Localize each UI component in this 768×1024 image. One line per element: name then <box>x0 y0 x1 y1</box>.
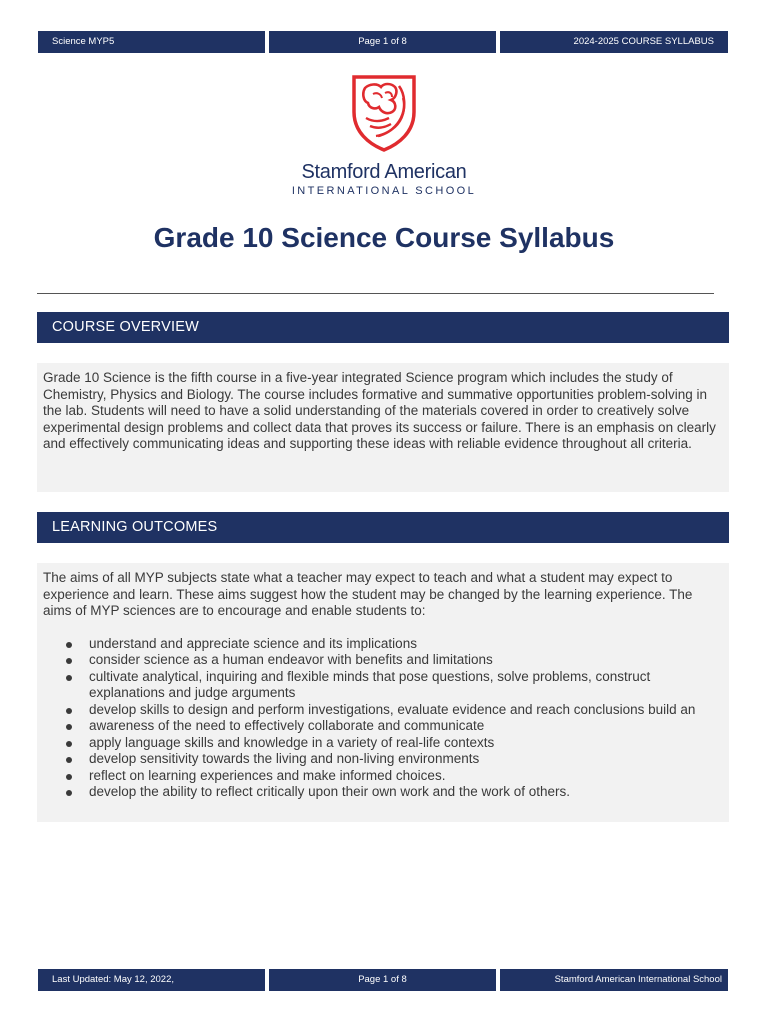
learning-outcomes-panel <box>37 563 729 822</box>
bullet-icon <box>66 675 72 681</box>
bullet-icon <box>66 741 72 747</box>
learning-outcomes-intro: The aims of all MYP subjects state what a teacher may expect to teach and what a student may expect to experience and learn. These aims suggest how the student may be changed by the learning experience. The aims of MYP sciences are to encourage and enable students to: <box>43 570 693 618</box>
list-item: cultivate analytical, inquiring and flexible minds that pose questions, solve problems, construct explanations and judge arguments <box>43 669 721 702</box>
list-item: consider science as a human endeavor with benefits and limitations <box>43 652 721 669</box>
aims-list <box>43 636 721 801</box>
footer-page-number: Page 1 of 8 <box>269 969 496 991</box>
bullet-icon <box>66 724 72 730</box>
header-course-code: Science MYP5 <box>38 31 265 53</box>
course-overview-panel <box>37 363 729 492</box>
list-item: develop skills to design and perform investigations, evaluate evidence and reach conclusions build an <box>43 702 721 719</box>
header-syllabus-year: 2024-2025 COURSE SYLLABUS <box>500 31 728 53</box>
list-item: reflect on learning experiences and make informed choices. <box>43 768 721 785</box>
list-item: understand and appreciate science and its implications <box>43 636 721 653</box>
course-overview-text: Grade 10 Science is the fifth course in a five-year integrated Science program which includes the study of Chemistry, Physics and Biology. The course includes formative and summative opportunities problem-solving in the lab. Students will need to have a solid understanding of the materials covered in order to creatively solve experimental design problems and collect data that proves its success or failure. There is an emphasis on clearly and effectively communicating ideas and supporting these ideas with reliable evidence throughout all criteria. <box>43 370 716 451</box>
school-subtitle: INTERNATIONAL SCHOOL <box>291 185 477 197</box>
footer-school-name: Stamford American International School <box>500 969 728 991</box>
page-title: Grade 10 Science Course Syllabus <box>153 222 615 253</box>
list-item: apply language skills and knowledge in a variety of real-life contexts <box>43 735 721 752</box>
title-divider <box>37 293 714 294</box>
school-name: Stamford American <box>301 161 467 183</box>
bullet-icon <box>66 658 72 664</box>
list-item: develop the ability to reflect critically upon their own work and the work of others. <box>43 784 721 801</box>
bullet-icon <box>66 708 72 714</box>
bullet-icon <box>66 790 72 796</box>
footer-last-updated: Last Updated: May 12, 2022, <box>38 969 265 991</box>
lion-shield-icon <box>351 74 417 152</box>
school-logo <box>0 74 768 157</box>
list-item: develop sensitivity towards the living and non-living environments <box>43 751 721 768</box>
list-item: awareness of the need to effectively collaborate and communicate <box>43 718 721 735</box>
header-page-number: Page 1 of 8 <box>269 31 496 53</box>
bullet-icon <box>66 774 72 780</box>
learning-outcomes-heading: LEARNING OUTCOMES <box>37 512 729 543</box>
bullet-icon <box>66 757 72 763</box>
course-overview-heading: COURSE OVERVIEW <box>37 312 729 343</box>
bullet-icon <box>66 642 72 648</box>
